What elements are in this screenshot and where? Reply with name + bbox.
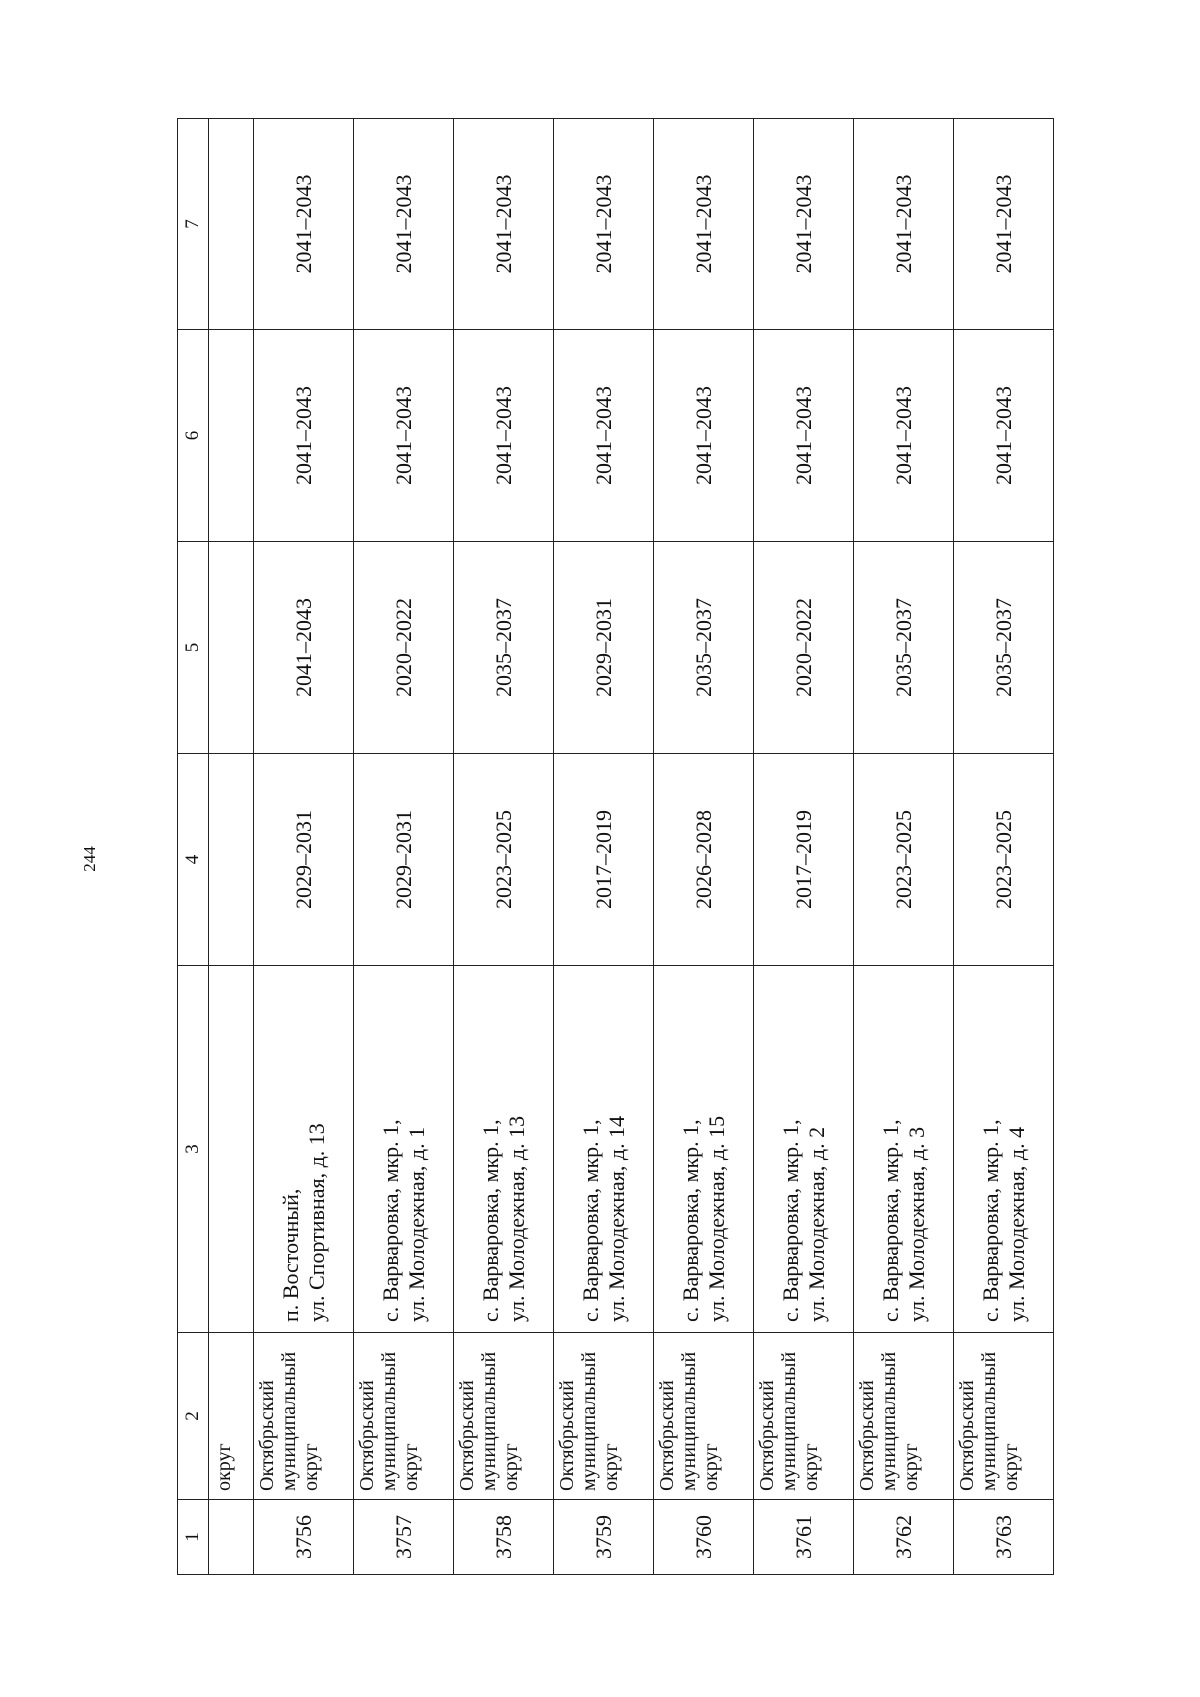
col7-cell: 2041–2043 [854,119,954,330]
col7-cell: 2041–2043 [554,119,654,330]
district-line: округ [400,1443,422,1491]
address-line: ул. Молодежная, д. 14 [603,1115,629,1322]
address-line: с. Варваровка, мкр. 1, [977,1119,1003,1322]
header-col-4: 4 [178,754,209,966]
col6-cell: 2041–2043 [254,330,354,542]
address-cell [254,966,354,1333]
district-cell [654,1333,754,1500]
table-row [654,119,754,1575]
district-cell [354,1333,454,1500]
row-number: 3761 [754,1500,854,1575]
district-line: Октябрьский [456,1380,478,1491]
col6-cell: 2041–2043 [354,330,454,542]
header-row [178,119,209,1575]
address-cell [354,966,454,1333]
row-number: 3757 [354,1500,454,1575]
table-row [954,119,1054,1575]
address-line: с. Варваровка, мкр. 1, [577,1119,603,1322]
col4-cell: 2017–2019 [554,754,654,966]
address-cell [454,966,554,1333]
col7-cell: 2041–2043 [654,119,754,330]
district-line: Октябрьский [256,1380,278,1491]
continuation-num [209,1500,254,1575]
district-cell [754,1333,854,1500]
col5-cell: 2035–2037 [854,542,954,754]
address-line: ул. Молодежная, д. 13 [503,1115,529,1322]
col6-cell: 2041–2043 [554,330,654,542]
page-number: 244 [80,846,99,872]
district-cell [854,1333,954,1500]
district-line: округ [800,1443,822,1491]
district-line: муниципальный [678,1351,700,1491]
district-line: муниципальный [478,1351,500,1491]
header-col-6: 6 [178,330,209,542]
address-line: ул. Молодежная, д. 2 [803,1126,829,1322]
continuation-col4 [209,754,254,966]
col5-cell: 2035–2037 [654,542,754,754]
district-cell [554,1333,654,1500]
table-row [554,119,654,1575]
col5-cell: 2029–2031 [554,542,654,754]
district-line: Октябрьский [656,1380,678,1491]
col4-cell: 2023–2025 [854,754,954,966]
col5-cell: 2035–2037 [954,542,1054,754]
col4-cell: 2023–2025 [454,754,554,966]
district-cell [254,1333,354,1500]
address-line: ул. Молодежная, д. 1 [403,1126,429,1322]
district-line: округ [300,1443,322,1491]
col4-cell: 2026–2028 [654,754,754,966]
continuation-col6 [209,330,254,542]
district-line: Октябрьский [956,1380,978,1491]
header-col-5: 5 [178,542,209,754]
address-cell [654,966,754,1333]
col7-cell: 2041–2043 [454,119,554,330]
col7-cell: 2041–2043 [254,119,354,330]
col7-cell: 2041–2043 [954,119,1054,330]
district-cell [954,1333,1054,1500]
col4-cell: 2029–2031 [254,754,354,966]
continuation-col5 [209,542,254,754]
address-line: ул. Спортивная, д. 13 [303,1123,329,1322]
row-number: 3760 [654,1500,754,1575]
table-row [454,119,554,1575]
row-number: 3762 [854,1500,954,1575]
col7-cell: 2041–2043 [754,119,854,330]
col6-cell: 2041–2043 [454,330,554,542]
col4-cell: 2017–2019 [754,754,854,966]
header-col-1: 1 [178,1500,209,1575]
col6-cell: 2041–2043 [754,330,854,542]
address-cell [954,966,1054,1333]
continuation-col7 [209,119,254,330]
district-line: муниципальный [778,1351,800,1491]
header-col-7: 7 [178,119,209,330]
row-number: 3756 [254,1500,354,1575]
district-line: муниципальный [278,1351,300,1491]
district-line: Октябрьский [356,1380,378,1491]
district-line: округ [900,1443,922,1491]
row-number: 3759 [554,1500,654,1575]
district-line: муниципальный [978,1351,1000,1491]
district-line: Октябрьский [556,1380,578,1491]
address-line: с. Варваровка, мкр. 1, [477,1119,503,1322]
address-line: с. Варваровка, мкр. 1, [777,1119,803,1322]
schedule-table [177,118,1054,1575]
col7-cell: 2041–2043 [354,119,454,330]
col5-cell: 2035–2037 [454,542,554,754]
col5-cell: 2020–2022 [754,542,854,754]
continuation-row [209,119,254,1575]
address-cell [554,966,654,1333]
district-cell [454,1333,554,1500]
district-line: Октябрьский [856,1380,878,1491]
district-line: округ [600,1443,622,1491]
district-line: округ [1000,1443,1022,1491]
table-row [254,119,354,1575]
col4-cell: 2023–2025 [954,754,1054,966]
district-line: муниципальный [378,1351,400,1491]
address-line: ул. Молодежная, д. 15 [703,1115,729,1322]
address-cell [854,966,954,1333]
header-col-2: 2 [178,1333,209,1500]
col5-cell: 2020–2022 [354,542,454,754]
col6-cell: 2041–2043 [654,330,754,542]
district-line: Октябрьский [756,1380,778,1491]
rotated-table-wrapper [177,119,1047,1575]
continuation-district: округ [209,1333,254,1500]
address-cell [754,966,854,1333]
address-line: ул. Молодежная, д. 4 [1003,1126,1029,1322]
address-line: с. Варваровка, мкр. 1, [377,1119,403,1322]
col5-cell: 2041–2043 [254,542,354,754]
table-row [854,119,954,1575]
district-line: округ [700,1443,722,1491]
col4-cell: 2029–2031 [354,754,454,966]
address-line: п. Восточный, [277,1188,303,1322]
table-body [178,119,1054,1575]
district-line: муниципальный [878,1351,900,1491]
district-line: округ [500,1443,522,1491]
table-row [754,119,854,1575]
col6-cell: 2041–2043 [954,330,1054,542]
col6-cell: 2041–2043 [854,330,954,542]
row-number: 3763 [954,1500,1054,1575]
table-row [354,119,454,1575]
header-col-3: 3 [178,966,209,1333]
address-line: с. Варваровка, мкр. 1, [877,1119,903,1322]
row-number: 3758 [454,1500,554,1575]
address-line: с. Варваровка, мкр. 1, [677,1119,703,1322]
continuation-address [209,966,254,1333]
district-line: муниципальный [578,1351,600,1491]
address-line: ул. Молодежная, д. 3 [903,1126,929,1322]
